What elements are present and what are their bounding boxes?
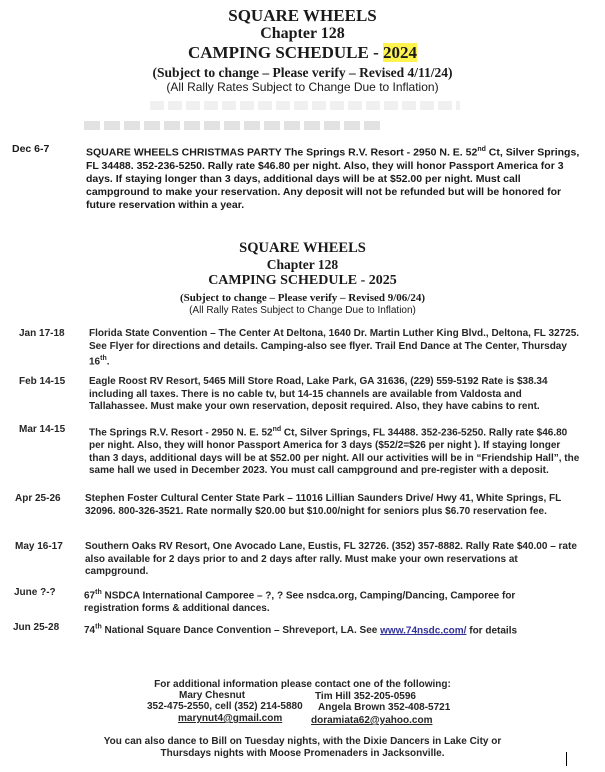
event-description: Eagle Roost RV Resort, 5465 Mill Store Road, Lake Park, GA 31636, (229) 559-5192 Rate is $38.34 including all taxes. There is no cable tv, but 14-15 channels are available from Valdosta and Tallahassee. Must make your own reservation, deposit required. Also, they have cabins to rent. [89,376,548,413]
event-description: 67th NSDCA International Camporee – ?, ? See nsdca.org, Camping/Dancing, Camporee for registration forms & additional dances. [84,589,516,614]
event-date: May 16-17 [15,541,63,552]
event-date: June ?-? [14,587,56,598]
heading-camping-schedule-2025: CAMPING SCHEDULE - 2025 [208,273,397,288]
contact-intro: For additional information please contact one of the following: [154,679,451,690]
event-date: Jan 17-18 [19,328,65,339]
event-date: Feb 14-15 [19,376,66,387]
event-date: Dec 6-7 [12,143,50,155]
event-description: Florida State Convention – The Center At Deltona, 1640 Dr. Martin Luther King Blvd., Deltona, FL 32725. See Flyer for directions and details. Camping-also see flyer. Trail End Dance at The Center, Thursday 16th. [89,328,580,368]
contact-left-phone: 352-475-2550, cell (352) 214-5880 [147,701,303,712]
inflation-note-2024: (All Rally Rates Subject to Change Due to Inflation) [166,80,439,94]
heading-chapter-2025: Chapter 128 [266,257,339,272]
footer-line-1: You can also dance to Bill on Tuesday nights, with the Dixie Dancers in Lake City or [103,736,502,747]
scan-residue-line [150,101,460,110]
event-date: Jun 25-28 [13,622,60,633]
event-date: Apr 25-26 [15,493,61,504]
event-description: SQUARE WHEELS CHRISTMAS PARTY The Springs R.V. Resort - 2950 N. E. 52nd Ct, Silver Springs, FL 34488. 352-236-5250. Rally rate $46.80 per night. Also, they will honor Passport America for 3 days. If staying longer than 3 days, additional days will be at $52.00 per night. Must call campground to make your reservation. Any deposit will not be refunded but will be honored for future reservation within a year. [86,146,580,212]
heading-square-wheels-2025: SQUARE WHEELS [239,240,366,256]
heading-chapter-2024: Chapter 128 [260,25,345,42]
event-description: The Springs R.V. Resort - 2950 N. E. 52nd Ct, Silver Springs, FL 34488. 352-236-5250. Rally rate $46.80 per night. Also, they will honor Passport America for 3 days ($52/2=$26 per night ). If staying longer than 3 days, additional days will be at $52.00 per night. All our activities will be in “Friendship Hall”, the same hall we used in December 2023. You must call campground and pre-register with a deposit. [89,426,580,477]
contact-right-name: Tim Hill 352-205-0596 [315,691,416,702]
event-description [84,622,584,638]
contact-right-email[interactable]: doramiata62@yahoo.com [311,715,433,726]
heading-camping-schedule-2024 [0,43,605,63]
event-description: Stephen Foster Cultural Center State Park – 11016 Lillian Saunders Drive/ Hwy 41, White Springs, FL 32096. 800-326-3521. Rate normally $20.00 but $10.00/night for seniors plus $6.70 reservation fee. [85,493,562,517]
contact-left-name: Mary Chesnut [179,690,246,701]
event-text-prefix: 74th National Square Dance Convention – Shreveport, LA. See [84,624,381,637]
heading-prefix: CAMPING SCHEDULE - [187,43,384,62]
event-date: Mar 14-15 [19,424,66,435]
year-highlight: 2024 [383,43,418,62]
footer-line-2: Thursdays nights with Moose Promenaders in Jacksonville. [160,748,445,759]
revision-note-2025: (Subject to change – Please verify – Revised 9/06/24) [179,292,425,304]
text-cursor [566,752,567,766]
inflation-note-2025: (All Rally Rates Subject to Change Due to Inflation) [189,305,416,316]
contact-right-phone: Angela Brown 352-408-5721 [318,702,451,713]
event-description: Southern Oaks RV Resort, One Avocado Lane, Eustis, FL 32726. (352) 357-8882. Rally Rate $40.00 – rate also available for 2 days prior to and 2 days after rally. Must make your own reservations at campground. [85,541,577,578]
scan-residue-line [84,121,384,130]
event-text-suffix: for details [466,625,518,637]
revision-note-2024: (Subject to change – Please verify – Revised 4/11/24) [152,65,453,80]
heading-square-wheels-2024: SQUARE WHEELS [228,6,377,25]
contact-left-email[interactable]: marynut4@gmail.com [178,713,283,724]
convention-website-link[interactable]: www.74nsdc.com/ [380,625,467,637]
